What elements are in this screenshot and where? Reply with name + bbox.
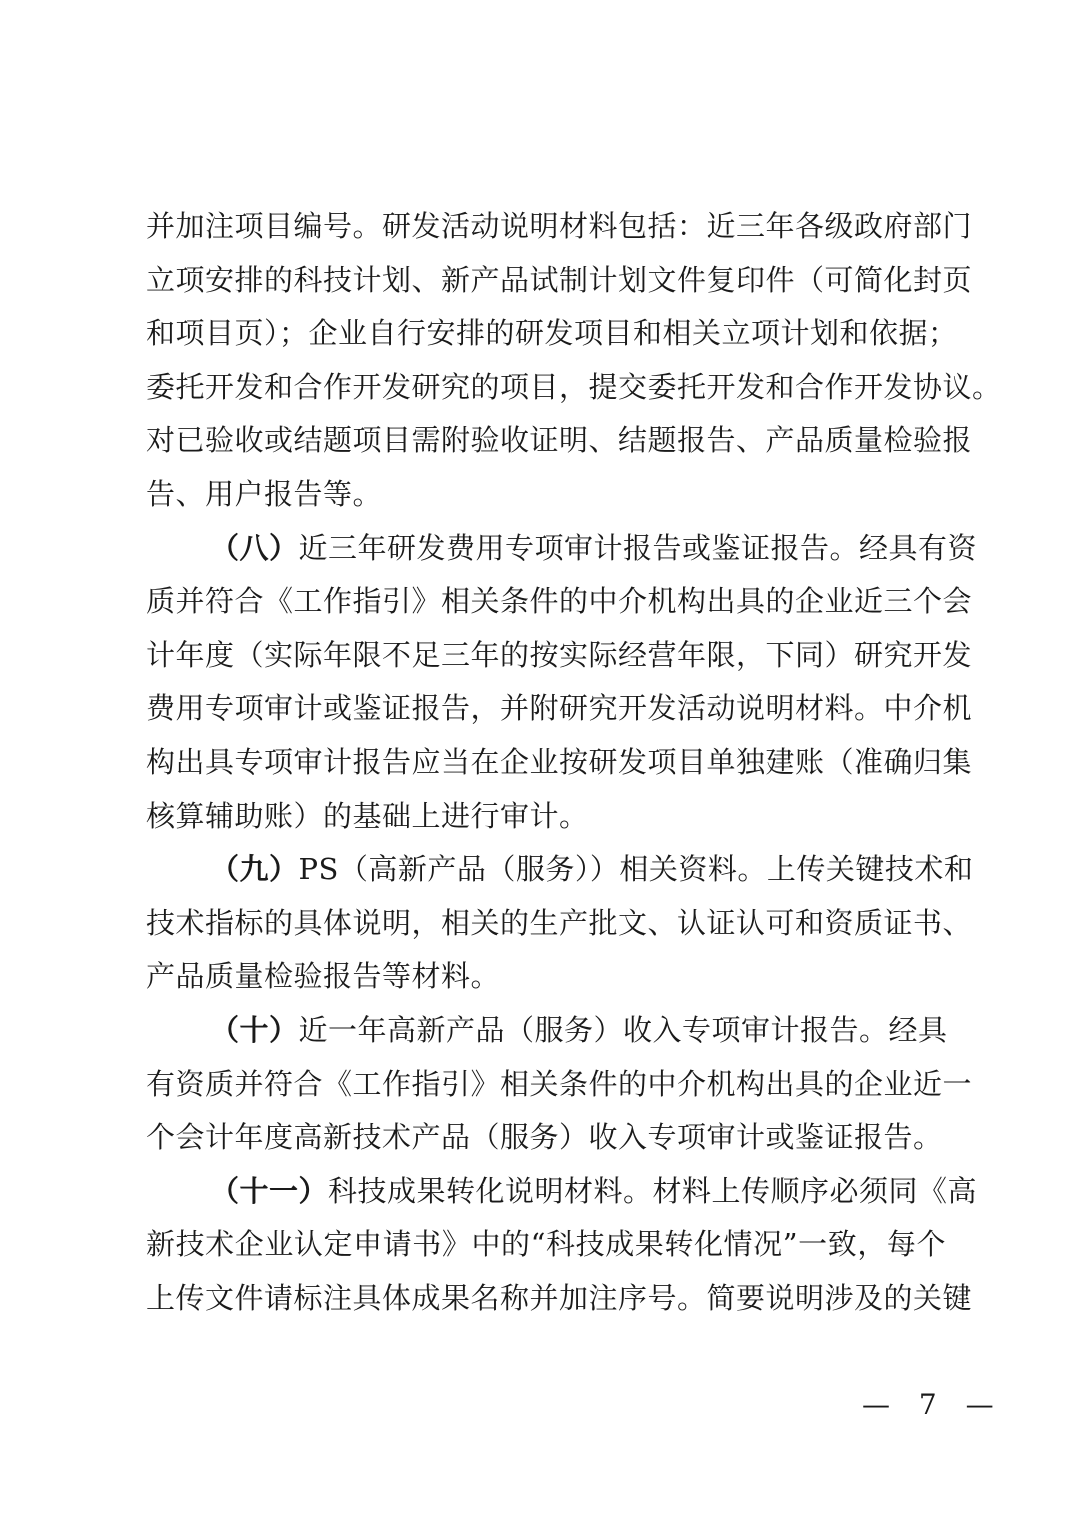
body-line: 核算辅助账）的基础上进行审计。: [146, 798, 589, 833]
body-line: 和项目页）；企业自行安排的研发项目和相关立项计划和依据；: [146, 316, 958, 351]
section-9-first-line: [146, 843, 974, 897]
section-9-text: PS（高新产品（服务））相关资料。上传关键技术和: [298, 852, 974, 887]
body-line: 告、用户报告等。: [146, 476, 383, 511]
body-line: 委托开发和合作开发研究的项目，提交委托开发和合作开发协议。: [146, 369, 1002, 404]
section-11-heading: （十一）: [210, 1173, 329, 1208]
document-body: [146, 200, 1002, 1325]
section-10-heading: （十）: [210, 1012, 299, 1047]
section-8-first-line: [146, 522, 978, 576]
body-line: 上传文件请标注具体成果名称并加注序号。简要说明涉及的关键: [146, 1280, 973, 1315]
body-line: 并加注项目编号。研发活动说明材料包括：近三年各级政府部门: [146, 209, 973, 243]
section-11-first-line: [146, 1165, 978, 1219]
section-8-text: 近三年研发费用专项审计报告或鉴证报告。经具有资: [298, 530, 978, 565]
body-line: 对已验收或结题项目需附验收证明、结题报告、产品质量检验报: [146, 423, 973, 458]
body-line: 有资质并符合《工作指引》相关条件的中介机构出具的企业近一: [146, 1066, 973, 1101]
section-8-heading: （八）: [210, 530, 299, 565]
body-line: 技术指标的具体说明，相关的生产批文、认证认可和资质证书、: [146, 905, 973, 940]
body-line: 产品质量检验报告等材料。: [146, 959, 501, 994]
body-line: 立项安排的科技计划、新产品试制计划文件复印件（可简化封页: [146, 262, 973, 297]
body-line: 个会计年度高新技术产品（服务）收入专项审计或鉴证报告。: [146, 1120, 943, 1155]
page-number: — 7 —: [862, 1388, 1004, 1421]
section-10-text: 近一年高新产品（服务）收入专项审计报告。经具: [298, 1012, 948, 1047]
body-line: 质并符合《工作指引》相关条件的中介机构出具的企业近三个会: [146, 584, 973, 619]
body-line: 费用专项审计或鉴证报告，并附研究开发活动说明材料。中介机: [146, 691, 973, 726]
body-line: 新技术企业认定申请书》中的“科技成果转化情况”一致，每个: [146, 1227, 946, 1262]
section-11-text: 科技成果转化说明材料。材料上传顺序必须同《高: [328, 1173, 978, 1208]
section-9-heading: （九）: [210, 852, 299, 887]
body-line: 构出具专项审计报告应当在企业按研发项目单独建账（准确归集: [146, 744, 973, 779]
body-line: 计年度（实际年限不足三年的按实际经营年限，下同）研究开发: [146, 637, 973, 672]
section-10-first-line: [146, 1004, 946, 1058]
